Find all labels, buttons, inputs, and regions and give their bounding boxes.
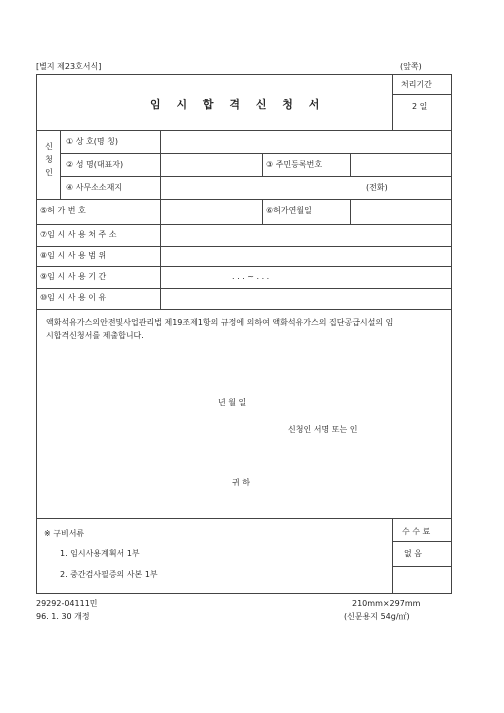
form-code: 29292-04111민: [36, 599, 98, 608]
fee-label: 수 수 료: [402, 527, 431, 536]
applicant-signature-line: 신청인 서명 또는 인: [288, 425, 358, 434]
form-number-label: [별지 제23호서식]: [36, 62, 102, 71]
page-side-label: (앞쪽): [400, 62, 422, 71]
representative-name-label: ② 성 명(대표자): [66, 160, 124, 169]
processing-period-value: 2 일: [412, 102, 428, 111]
form-title: 임 시 합 격 신 청 서: [150, 98, 326, 111]
permit-date-label: ⑥허가연월일: [266, 206, 312, 215]
temporary-use-reason-label: ⑩임 시 사 용 이 유: [40, 293, 107, 302]
office-address-label: ④ 사무소소재지: [66, 183, 123, 192]
required-docs-header: ※ 구비서류: [44, 529, 85, 538]
applicant-section-label: 신 청 인: [45, 142, 53, 177]
temporary-use-period-label: ⑨임 시 사 용 기 간: [40, 272, 107, 281]
temporary-use-scope-label: ⑧임 시 사 용 범 위: [40, 251, 107, 260]
permit-number-label: ⑤허 가 번 호: [40, 206, 86, 215]
paper-type: (신문용지 54g/㎡): [344, 612, 410, 621]
date-line: 년 월 일: [218, 398, 247, 407]
required-doc-1: 1. 임시사용계획서 1부: [60, 549, 140, 558]
revision-date: 96. 1. 30 개정: [36, 612, 90, 621]
resident-number-label: ③ 주민등록번호: [266, 160, 323, 169]
fee-value: 없 음: [404, 549, 422, 558]
addressee-label: 귀 하: [232, 478, 250, 487]
temporary-use-address-label: ⑦임 시 사 용 처 주 소: [40, 230, 117, 239]
phone-label: (전화): [366, 183, 388, 192]
required-doc-2: 2. 중간검사필증의 사본 1부: [60, 570, 158, 579]
statement-line-1: 액화석유가스의안전및사업관리법 제19조제1항의 규정에 의하여 액화석유가스의 집단공급시설의 임: [46, 318, 394, 327]
processing-period-label: 처리기간: [401, 80, 432, 89]
statement-line-2: 시합격신청서를 제출합니다.: [46, 331, 144, 340]
paper-size: 210mm×297mm: [352, 599, 421, 608]
temporary-use-period-value: . . . ~ . . .: [232, 272, 270, 281]
company-name-label: ① 상 호(명 칭): [66, 137, 118, 146]
